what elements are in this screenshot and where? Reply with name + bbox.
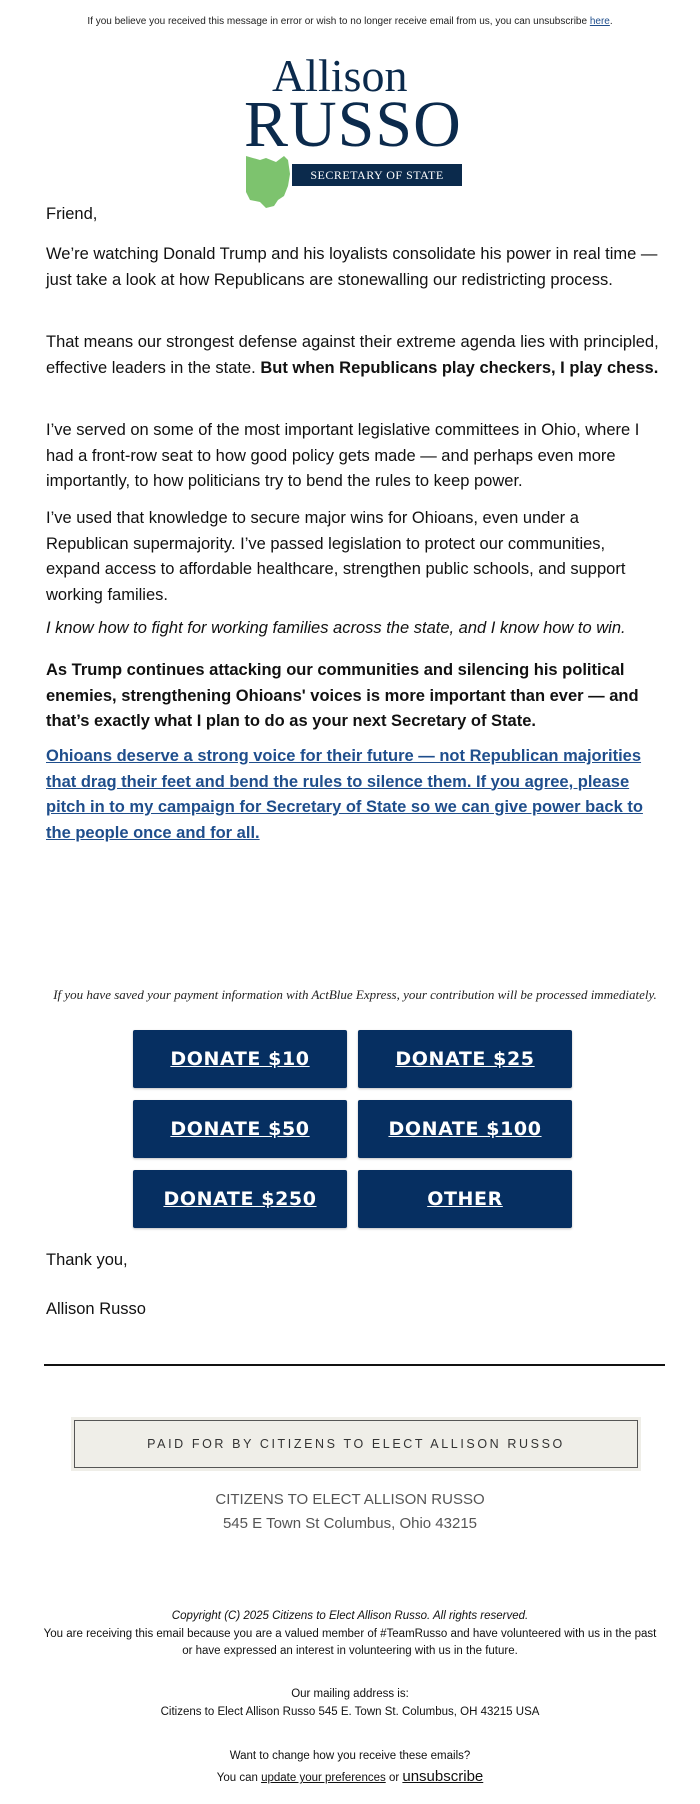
update-preferences-link[interactable]: update your preferences [261, 1772, 386, 1784]
paragraph-2-bold: But when Republicans play checkers, I play chess. [260, 358, 659, 377]
mailing-label: Our mailing address is: [291, 1688, 409, 1700]
unsubscribe-link[interactable]: unsubscribe [402, 1768, 484, 1785]
logo-office-title: SECRETARY OF STATE [292, 164, 462, 186]
donate-25-button[interactable]: DONATE $25 [358, 1030, 572, 1088]
preferences-line [40, 1768, 660, 1787]
donate-50-button[interactable]: DONATE $50 [133, 1100, 347, 1158]
mailing-address: Citizens to Elect Allison Russo 545 E. Town St. Columbus, OH 43215 USA [160, 1706, 540, 1718]
paragraph-1: We’re watching Donald Trump and his loyalists consolidate his power in real time — just take a look at how Republicans are stonewalling our redistricting process. [46, 245, 658, 289]
ohio-state-icon [244, 152, 298, 208]
preheader-text: If you believe you received this message in error or wish to no longer receive email from us, you can unsubscribe [87, 16, 590, 27]
paragraph-3: I’ve served on some of the most important legislative committees in Ohio, where I had a front-row seat to how good policy gets made — and perhaps even more importantly, to how politicians try to bend the rules to keep power. [46, 421, 640, 490]
logo-last-name: RUSSO [244, 88, 462, 161]
divider [44, 1364, 665, 1366]
donate-250-button[interactable]: DONATE $250 [133, 1170, 347, 1228]
paragraph-5: I know how to fight for working families across the state, and I know how to win. [46, 619, 626, 637]
change-question: Want to change how you receive these emails? [229, 1750, 471, 1762]
you-can-text: You can [216, 1772, 262, 1784]
receiving-reason: You are receiving this email because you are a valued member of #TeamRusso and have volunteered with us in the past or have expressed an interest in volunteering with us in the future. [43, 1628, 657, 1657]
paragraph-2 [46, 330, 662, 381]
donate-appeal-link[interactable]: Ohioans deserve a strong voice for their future — not Republican majorities that drag their feet and bend the rules to silence them. If you agree, please pitch in to my campaign for Secretary of State so we can give power back to the people once and for all. [46, 747, 643, 842]
actblue-note: If you have saved your payment information with ActBlue Express, your contribution will be processed immediately. [53, 987, 657, 1002]
signoff: Thank you, [46, 1251, 128, 1269]
donate-10-button[interactable]: DONATE $10 [133, 1030, 347, 1088]
paragraph-4: I’ve used that knowledge to secure major wins for Ohioans, even under a Republican supermajority. I’ve passed legislation to protect our communities, expand access to affordable healthcare, strengthen public schools, and support working families. [46, 509, 626, 604]
preheader-unsubscribe-link[interactable]: here [589, 16, 610, 27]
donate-100-button[interactable]: DONATE $100 [358, 1100, 572, 1158]
campaign-logo [244, 52, 464, 210]
paragraph-6: As Trump continues attacking our communities and silencing his political enemies, strengthening Ohioans' voices is more important than ever — and that’s exactly what I plan to do as your next Secretary of State. [46, 661, 639, 730]
org-address: 545 E Town St Columbus, Ohio 43215 [222, 1515, 478, 1532]
org-name: CITIZENS TO ELECT ALLISON RUSSO [215, 1491, 485, 1508]
paragraph-7 [46, 744, 662, 846]
donate-other-button[interactable]: OTHER [358, 1170, 572, 1228]
paid-for-disclaimer: PAID FOR BY CITIZENS TO ELECT ALLISON RUSSO [74, 1420, 638, 1468]
preheader-end: . [609, 16, 613, 27]
preheader [0, 0, 700, 27]
greeting: Friend, [46, 205, 98, 223]
signature: Allison Russo [46, 1300, 146, 1318]
paragraph-2-text: That means our strongest defense against their extreme agenda lies with principled, effective leaders in the state. [46, 333, 659, 377]
or-text: or [385, 1772, 403, 1784]
logo-first-name: Allison [272, 50, 408, 101]
copyright: Copyright (C) 2025 Citizens to Elect Allison Russo. All rights reserved. [171, 1610, 529, 1622]
